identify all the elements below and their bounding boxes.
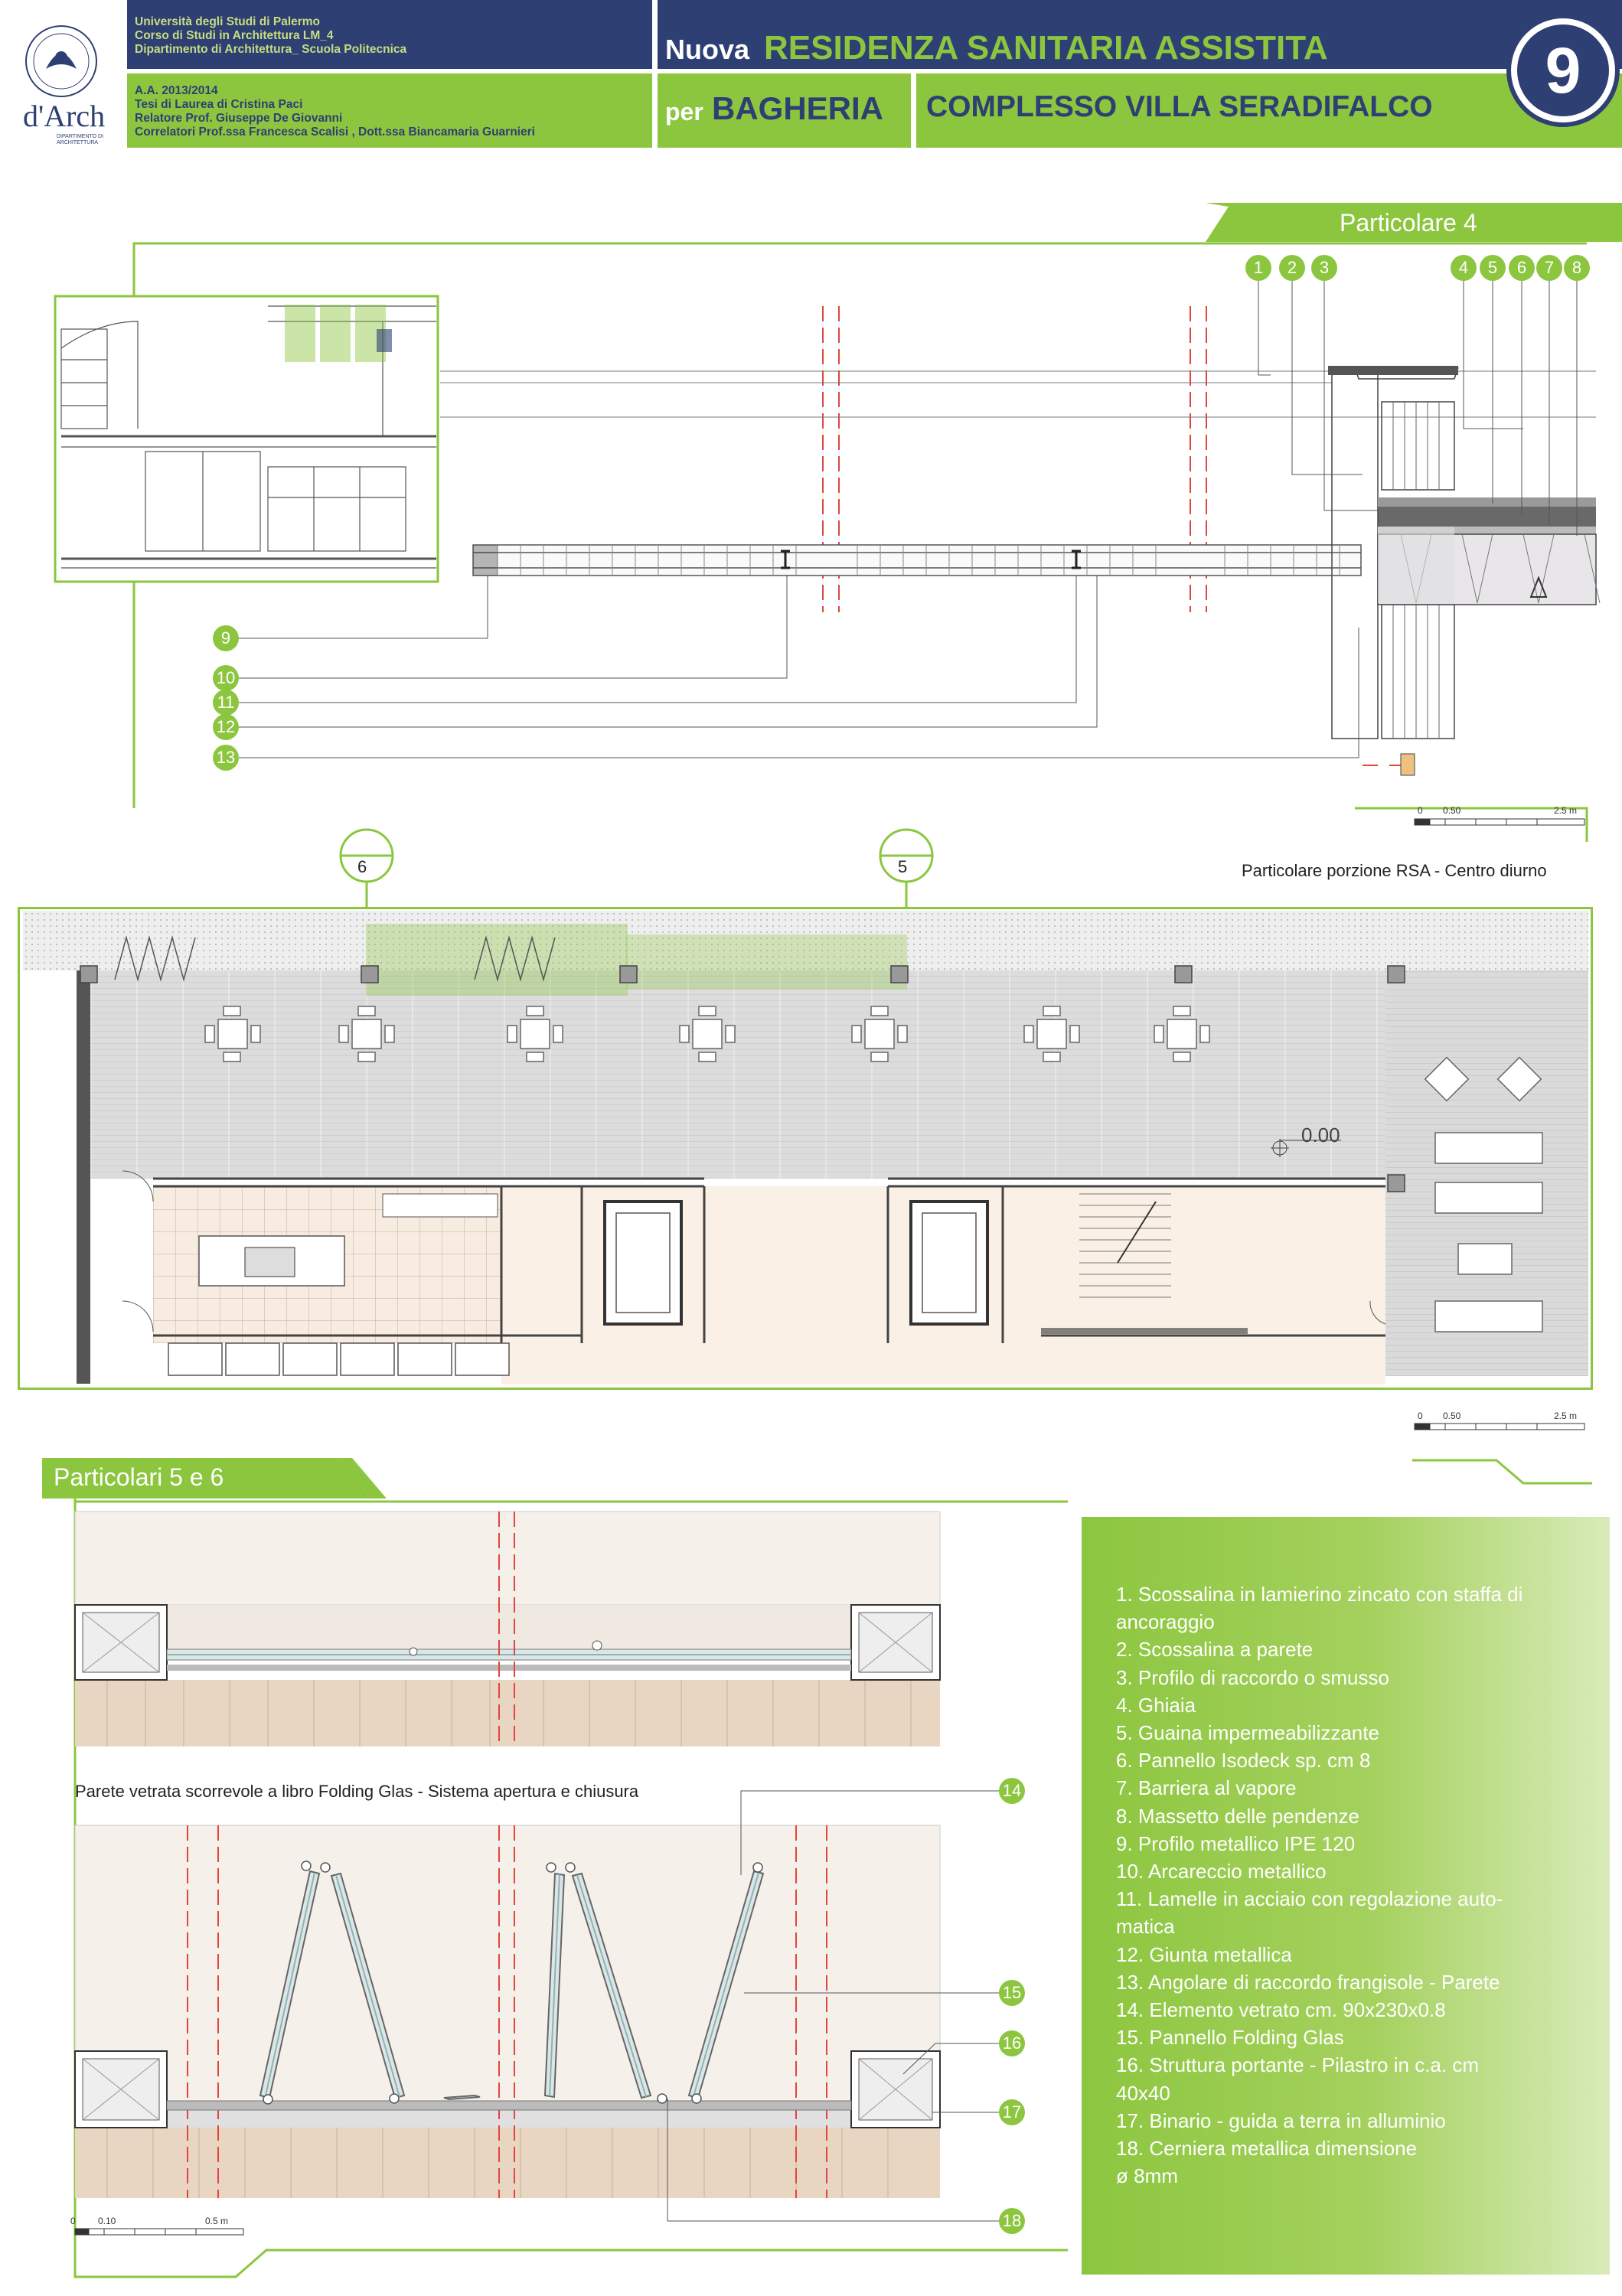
darch-logo-sub: DIPARTIMENTO DI ARCHITETTURA [57, 134, 104, 145]
scale-label-25: 2.5 m [1554, 805, 1578, 816]
legend-item: 13. Angolare di raccordo frangisole - Parete [1116, 1970, 1500, 1994]
thesis-info [135, 84, 535, 139]
legend-item: ø 8mm [1116, 2164, 1178, 2188]
thesis-line: Correlatori Prof.ssa Francesca Scalisi , Dott.ssa Biancamaria Guarnieri [135, 126, 535, 139]
callout-18: 18 [999, 2208, 1025, 2234]
thesis-line: A.A. 2013/2014 [135, 84, 218, 97]
legend-item: 6. Pannello Isodeck sp. cm 8 [1116, 1749, 1371, 1773]
marker-5: 5 [898, 857, 908, 876]
title-city: BAGHERIA [712, 90, 884, 126]
title-villa: COMPLESSO VILLA SERADIFALCO [926, 90, 1433, 123]
title-divider [911, 73, 916, 148]
p56-scale-label-05: 0.5 m [205, 2216, 229, 2226]
header-divider [652, 0, 658, 148]
p56-scale-label-0: 0 [70, 2216, 76, 2226]
university-line: Università degli Studi di Palermo [135, 15, 321, 28]
legend-item: 15. Pannello Folding Glas [1116, 2026, 1344, 2050]
callout-5: 5 [1480, 255, 1506, 281]
legend-item: 8. Massetto delle pendenze [1116, 1804, 1359, 1828]
legend-item: 9. Profilo metallico IPE 120 [1116, 1831, 1356, 1855]
legend-item: 17. Binario - guida a terra in alluminio [1116, 2108, 1446, 2132]
callout-10: 10 [213, 665, 239, 691]
legend-item: matica [1116, 1915, 1175, 1939]
particolare4-frame [0, 199, 1622, 842]
legend-item: 12. Giunta metallica [1116, 1942, 1292, 1966]
legend-item: 1. Scossalina in lamierino zincato con staffa di [1116, 1583, 1523, 1606]
university-line: Corso di Studi in Architettura LM_4 [135, 29, 334, 42]
legend-item: 3. Profilo di raccordo o smusso [1116, 1665, 1389, 1689]
legend-item: 7. Barriera al vapore [1116, 1776, 1297, 1800]
legend-item: 4. Ghiaia [1116, 1693, 1196, 1717]
page-number: 9 [1545, 34, 1581, 106]
plan-caption: Particolare porzione RSA - Centro diurno [1242, 861, 1547, 880]
thesis-line: Relatore Prof. Giuseppe De Giovanni [135, 112, 343, 125]
legend-item: 16. Struttura portante - Pilastro in c.a. cm [1116, 2053, 1479, 2077]
plan-level: 0.00 [1301, 1124, 1340, 1146]
university-line: Dipartimento di Architettura_ Scuola Politecnica [135, 43, 407, 56]
p56-scale-label-010: 0.10 [98, 2216, 116, 2226]
callout-6: 6 [1509, 255, 1535, 281]
legend-item: 2. Scossalina a parete [1116, 1638, 1314, 1662]
particolari56-tab: Particolari 5 e 6 [54, 1463, 224, 1491]
darch-logo [23, 98, 115, 144]
title-per: per [665, 98, 703, 126]
university-info [135, 15, 406, 57]
legend-item: ancoraggio [1116, 1610, 1215, 1634]
callout-3: 3 [1311, 255, 1337, 281]
plan-scale-label-050: 0.50 [1443, 1411, 1461, 1421]
callout-14: 14 [999, 1778, 1025, 1804]
plan-scale-label-0: 0 [1418, 1411, 1423, 1421]
legend-item: 18. Cerniera metallica dimensione [1116, 2137, 1418, 2161]
legend-item: 5. Guaina impermeabilizzante [1116, 1721, 1379, 1745]
plan-scale-label-25: 2.5 m [1554, 1411, 1578, 1421]
marker-6: 6 [357, 857, 367, 876]
callout-12: 12 [213, 714, 239, 740]
callout-11: 11 [213, 690, 239, 716]
callout-15: 15 [999, 1980, 1025, 2006]
legend-item: 14. Elemento vetrato cm. 90x230x0.8 [1116, 1998, 1446, 2022]
callout-7: 7 [1536, 255, 1562, 281]
callout-16: 16 [999, 2030, 1025, 2056]
scale-label-050: 0.50 [1443, 805, 1461, 816]
callout-2: 2 [1279, 255, 1305, 281]
legend-item: 40x40 [1116, 2081, 1170, 2105]
callout-1: 1 [1245, 255, 1271, 281]
legend-list [1116, 1580, 1591, 2190]
callout-4: 4 [1451, 255, 1477, 281]
callout-8: 8 [1564, 255, 1590, 281]
legend-item: 10. Arcareccio metallico [1116, 1860, 1327, 1883]
scale-label-0: 0 [1418, 805, 1423, 816]
legend-item: 11. Lamelle in acciaio con regolazione auto- [1116, 1887, 1503, 1911]
particolare4-tab: Particolare 4 [1340, 209, 1477, 236]
university-seal [23, 23, 100, 99]
thesis-line: Tesi di Laurea di Cristina Paci [135, 98, 303, 111]
callout-17: 17 [999, 2099, 1025, 2125]
folding-caption: Parete vetrata scorrevole a libro Folding Glas - Sistema apertura e chiusura [75, 1782, 639, 1801]
plan-drawing [18, 907, 1593, 1390]
callout-9: 9 [213, 625, 239, 651]
darch-logo-text: d'Arch [23, 99, 106, 133]
title-nuova: Nuova [665, 34, 750, 65]
callout-13: 13 [213, 745, 239, 771]
title-main: RESIDENZA SANITARIA ASSISTITA [764, 29, 1328, 67]
